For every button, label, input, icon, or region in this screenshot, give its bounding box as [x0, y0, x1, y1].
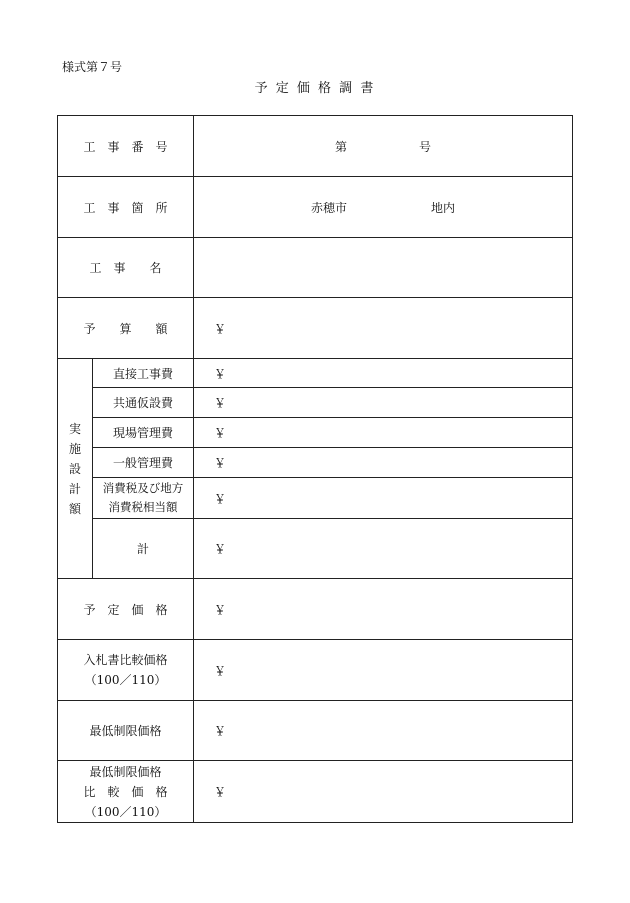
- chokusetsu-koujihi-label: 直接工事費: [93, 359, 194, 388]
- row-genba-kanri: [58, 418, 573, 448]
- saitei-hikaku-value[interactable]: ￥: [194, 761, 573, 823]
- yotei-kakaku-label: 予 定 価 格: [58, 579, 194, 640]
- saitei-hikaku-label: 最低制限価格 比 較 価 格 （100／110）: [58, 761, 194, 823]
- row-ippan-kanri: [58, 448, 573, 478]
- ippan-kanrihi-value[interactable]: ￥: [194, 448, 573, 478]
- genba-kanrihi-label: 現場管理費: [93, 418, 194, 448]
- shouhizei-value[interactable]: ￥: [194, 478, 573, 519]
- jisshi-sekkei-gaku-label: 実 施 設 計 額: [58, 359, 93, 579]
- row-yosan-gaku: [58, 298, 573, 359]
- nyusatsu-hikaku-value[interactable]: ￥: [194, 640, 573, 701]
- kyoutsu-kasetsuhi-label: 共通仮設費: [93, 388, 194, 418]
- kouji-mei-value[interactable]: [194, 238, 573, 298]
- yosan-gaku-value[interactable]: ￥: [194, 298, 573, 359]
- saitei-seigen-value[interactable]: ￥: [194, 701, 573, 761]
- ippan-kanrihi-label: 一般管理費: [93, 448, 194, 478]
- row-chokusetsu: [58, 359, 573, 388]
- row-saitei-seigen: [58, 701, 573, 761]
- kouji-kasho-label: 工 事 箇 所: [58, 177, 194, 238]
- kouji-bangou-value[interactable]: 第 号: [194, 116, 573, 177]
- chokusetsu-koujihi-value[interactable]: ￥: [194, 359, 573, 388]
- page-title: 予 定 価 格 調 書: [254, 81, 376, 96]
- yotei-kakaku-value[interactable]: ￥: [194, 579, 573, 640]
- price-table: [57, 115, 573, 823]
- row-kouji-mei: [58, 238, 573, 298]
- kouji-bangou-label: 工 事 番 号: [58, 116, 194, 177]
- form-number: 様式第７号: [62, 60, 123, 74]
- kouji-mei-label: 工 事 名: [58, 238, 194, 298]
- kyoutsu-kasetsuhi-value[interactable]: ￥: [194, 388, 573, 418]
- row-kei: [58, 519, 573, 579]
- row-shouhizei: [58, 478, 573, 519]
- kei-value[interactable]: ￥: [194, 519, 573, 579]
- row-kyoutsu-kasetsu: [58, 388, 573, 418]
- yosan-gaku-label: 予 算 額: [58, 298, 194, 359]
- genba-kanrihi-value[interactable]: ￥: [194, 418, 573, 448]
- shouhizei-label: 消費税及び地方 消費税相当額: [93, 478, 194, 519]
- row-nyusatsu-hikaku: [58, 640, 573, 701]
- row-kouji-kasho: [58, 177, 573, 238]
- kouji-kasho-value[interactable]: 赤穂市 地内: [194, 177, 573, 238]
- saitei-seigen-label: 最低制限価格: [58, 701, 194, 761]
- kei-label: 計: [93, 519, 194, 579]
- nyusatsu-hikaku-label: 入札書比較価格 （100／110）: [58, 640, 194, 701]
- row-kouji-bangou: [58, 116, 573, 177]
- row-saitei-hikaku: [58, 761, 573, 823]
- row-yotei-kakaku: [58, 579, 573, 640]
